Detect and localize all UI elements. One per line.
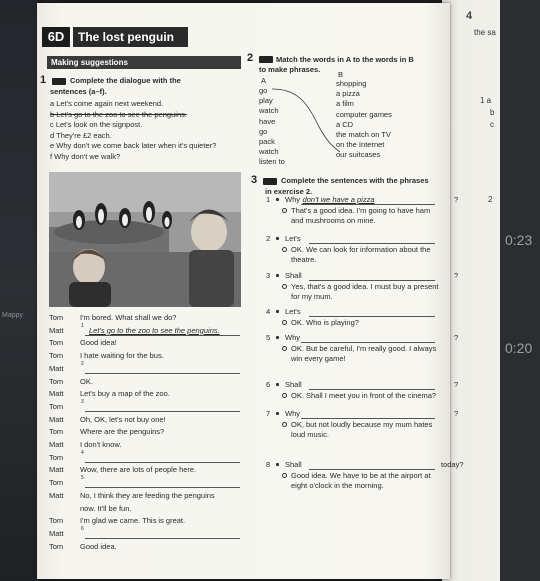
exercise-instruction: to make phrases.	[259, 65, 321, 74]
column-a-word: watch	[259, 147, 279, 157]
speaker-name: Tom	[49, 338, 64, 348]
dialogue-text: Let's go to the zoo to see the penguins.	[89, 325, 220, 335]
bullet-circle	[282, 422, 287, 427]
illustration	[49, 172, 241, 307]
page-title: The lost penguin	[73, 27, 188, 47]
item-end: ?	[454, 333, 459, 342]
item-reply: win every game!	[291, 354, 346, 364]
column-b-phrase: a film	[336, 99, 354, 109]
item-reply: That's a good idea. I'm going to have ham	[291, 206, 431, 215]
right-background	[500, 0, 540, 581]
line-number: 4	[81, 449, 84, 456]
item-lead: Let's	[285, 307, 301, 316]
column-b-phrase: the match on TV	[336, 130, 391, 139]
bullet-square	[276, 237, 279, 240]
answer-line	[85, 462, 240, 463]
answer-line	[309, 389, 435, 390]
next-page-tab: 4	[466, 10, 473, 22]
answer-line	[309, 280, 435, 281]
item-reply: OK, but not loudly because my mum hates	[291, 420, 433, 429]
line-number: 6	[81, 525, 84, 532]
dialogue-text: Good idea.	[80, 541, 117, 551]
speaker-name: Tom	[49, 351, 64, 361]
bullet-circle	[282, 247, 287, 252]
item-lead: Why	[285, 195, 300, 204]
answer-line	[85, 373, 240, 374]
bullet-square	[276, 412, 279, 415]
item-lead: Why	[285, 409, 300, 418]
left-background	[0, 0, 38, 581]
section-heading: Making suggestions	[47, 56, 241, 69]
column-a-word: go	[259, 126, 268, 136]
bullet-square	[276, 198, 279, 201]
answer-line	[85, 538, 240, 539]
column-b-phrase: computer games	[336, 109, 392, 119]
item-end: ?	[454, 271, 459, 280]
speaker-name: Matt	[49, 490, 64, 500]
bullet-circle	[282, 320, 287, 325]
item-reply: OK. But be careful, I'm really good. I always	[291, 344, 437, 353]
bullet-square	[276, 310, 279, 313]
dialogue-text: Let's buy a map of the zoo.	[80, 389, 170, 399]
speaker-name: Tom	[49, 313, 64, 322]
speaker-name: Matt	[49, 465, 64, 475]
item-reply: loud music.	[291, 430, 329, 440]
column-b-phrase: our suitcases	[336, 150, 381, 160]
option-item: e Why don't we come back later when it's quieter?	[50, 141, 217, 150]
column-b-phrase: on the Internet	[336, 140, 385, 150]
bullet-square	[276, 274, 279, 277]
exercise-instruction: sentences (a–f).	[50, 87, 107, 96]
column-b-phrase: a pizza	[336, 89, 360, 99]
item-answer: don't we have a pizza	[302, 195, 375, 204]
column-b-phrase: a CD	[336, 119, 354, 129]
item-number: 8	[266, 460, 271, 469]
column-a-heading: A	[261, 76, 267, 85]
bullet-circle	[282, 208, 287, 213]
item-number: 3	[266, 271, 271, 280]
item-reply: and mushrooms on mine.	[291, 216, 376, 226]
ghost-timestamp: 0:23	[505, 232, 533, 248]
bullet-square	[276, 463, 279, 466]
dialogue-text: OK.	[80, 376, 93, 386]
next-page-text: 2	[488, 195, 493, 204]
dialogue-text: Oh, OK, let's not buy one!	[80, 414, 166, 424]
exercise-instruction: Complete the dialogue with the	[70, 76, 181, 85]
side-label: Mappy	[2, 312, 24, 319]
answer-line	[301, 342, 435, 343]
option-item: d They're £2 each.	[50, 130, 112, 140]
dialogue-text: I'm bored. What shall we do?	[80, 313, 177, 322]
option-item: a Let's come again next weekend.	[50, 99, 164, 108]
next-page-text: b	[490, 108, 495, 117]
audio-icon	[263, 178, 277, 185]
dialogue-text: I hate waiting for the bus.	[80, 351, 164, 361]
item-reply: eight o'clock in the morning.	[291, 481, 384, 491]
speaker-name: Tom	[49, 401, 64, 411]
bullet-square	[276, 383, 279, 386]
dialogue-text: No, I think they are feeding the penguins	[80, 490, 215, 500]
answer-line	[85, 411, 240, 412]
option-item: f Why don't we walk?	[50, 151, 121, 161]
bullet-circle	[282, 284, 287, 289]
item-reply: Yes, that's a good idea. I must buy a present	[291, 282, 439, 291]
exercise-number: 2	[247, 52, 254, 64]
item-reply: theatre.	[291, 255, 317, 265]
item-lead: Why	[285, 333, 300, 342]
speaker-name: Matt	[49, 389, 64, 399]
bullet-square	[276, 336, 279, 339]
line-number: 5	[81, 475, 84, 482]
line-number: 3	[81, 398, 84, 405]
item-number: 7	[266, 409, 271, 418]
speaker-name: Matt	[49, 528, 64, 538]
option-item: c Let's look on the signpost.	[50, 120, 143, 129]
item-end: today?	[441, 460, 464, 469]
answer-line	[309, 469, 435, 470]
item-number: 4	[266, 307, 271, 316]
next-page	[442, 0, 500, 581]
penguin-scene-image	[49, 172, 241, 307]
speaker-name: Matt	[49, 325, 64, 335]
dialogue-text: Wow, there are lots of people here.	[80, 465, 197, 475]
speaker-name: Tom	[49, 427, 64, 437]
next-page-text: 1 a	[480, 96, 492, 105]
line-number: 2	[81, 360, 84, 367]
item-number: 5	[266, 333, 271, 342]
exercise-instruction: Match the words in A to the words in B	[276, 55, 414, 64]
column-a-word: have	[259, 116, 276, 126]
option-item: b Let's go to the zoo to see the penguins.	[50, 109, 187, 119]
answer-line	[85, 335, 240, 336]
item-reply: OK. Who is playing?	[291, 318, 359, 327]
exercise-number: 3	[251, 174, 258, 186]
answer-line	[85, 487, 240, 488]
speaker-name: Tom	[49, 516, 64, 526]
column-a-word: pack	[259, 137, 275, 146]
column-a-word: watch	[259, 106, 279, 116]
line-number: 1	[81, 322, 84, 329]
item-lead: Let's	[285, 234, 301, 243]
bullet-circle	[282, 393, 287, 398]
exercise-number: 1	[40, 74, 47, 86]
column-b-phrase: shopping	[336, 79, 367, 88]
dialogue-text: Where are the penguins?	[80, 427, 165, 437]
audio-icon	[52, 78, 66, 85]
dialogue-text: I'm glad we came. This is great.	[80, 516, 186, 526]
speaker-name: Matt	[49, 440, 64, 449]
speaker-name: Tom	[49, 478, 64, 488]
item-lead: Shall	[285, 460, 302, 469]
item-reply: OK. We can look for information about the	[291, 245, 431, 254]
dialogue-text: Good idea!	[80, 338, 117, 348]
answer-line	[301, 204, 435, 205]
speaker-name: Tom	[49, 452, 64, 462]
speaker-name: Tom	[49, 376, 64, 386]
unit-badge: 6D	[42, 27, 70, 47]
ghost-timestamp: 0:20	[505, 340, 533, 356]
item-lead: Shall	[285, 380, 302, 389]
item-reply: OK. Shall I meet you in front of the cinema?	[291, 391, 437, 400]
column-a-word: play	[259, 96, 273, 106]
bullet-circle	[282, 346, 287, 351]
column-b-heading: B	[338, 70, 344, 79]
answer-line	[309, 316, 435, 317]
item-number: 2	[266, 234, 271, 243]
audio-icon	[259, 56, 273, 63]
next-page-text: c	[490, 120, 494, 129]
item-number: 6	[266, 380, 271, 389]
item-number: 1	[266, 195, 271, 204]
column-a-word: listen to	[259, 157, 285, 167]
speaker-name: Tom	[49, 541, 64, 551]
dialogue-text: now. It'll be fun.	[80, 503, 132, 513]
next-page-text: the sa	[474, 28, 496, 37]
exercise-instruction: Complete the sentences with the phrases	[281, 176, 429, 185]
item-lead: Shall	[285, 271, 302, 280]
matching-line	[266, 86, 346, 156]
column-a-word: go	[259, 86, 268, 95]
answer-line	[309, 243, 435, 244]
bullet-circle	[282, 473, 287, 478]
answer-line	[301, 418, 435, 419]
speaker-name: Matt	[49, 414, 64, 424]
item-end: ?	[454, 409, 459, 418]
item-reply: Good idea. We have to be at the airport at	[291, 471, 431, 480]
item-end: ?	[454, 195, 459, 204]
speaker-name: Matt	[49, 363, 64, 373]
item-reply: for my mum.	[291, 292, 333, 302]
item-end: ?	[454, 380, 459, 389]
exercise-instruction: in exercise 2.	[265, 187, 313, 196]
dialogue-text: I don't know.	[80, 440, 122, 449]
